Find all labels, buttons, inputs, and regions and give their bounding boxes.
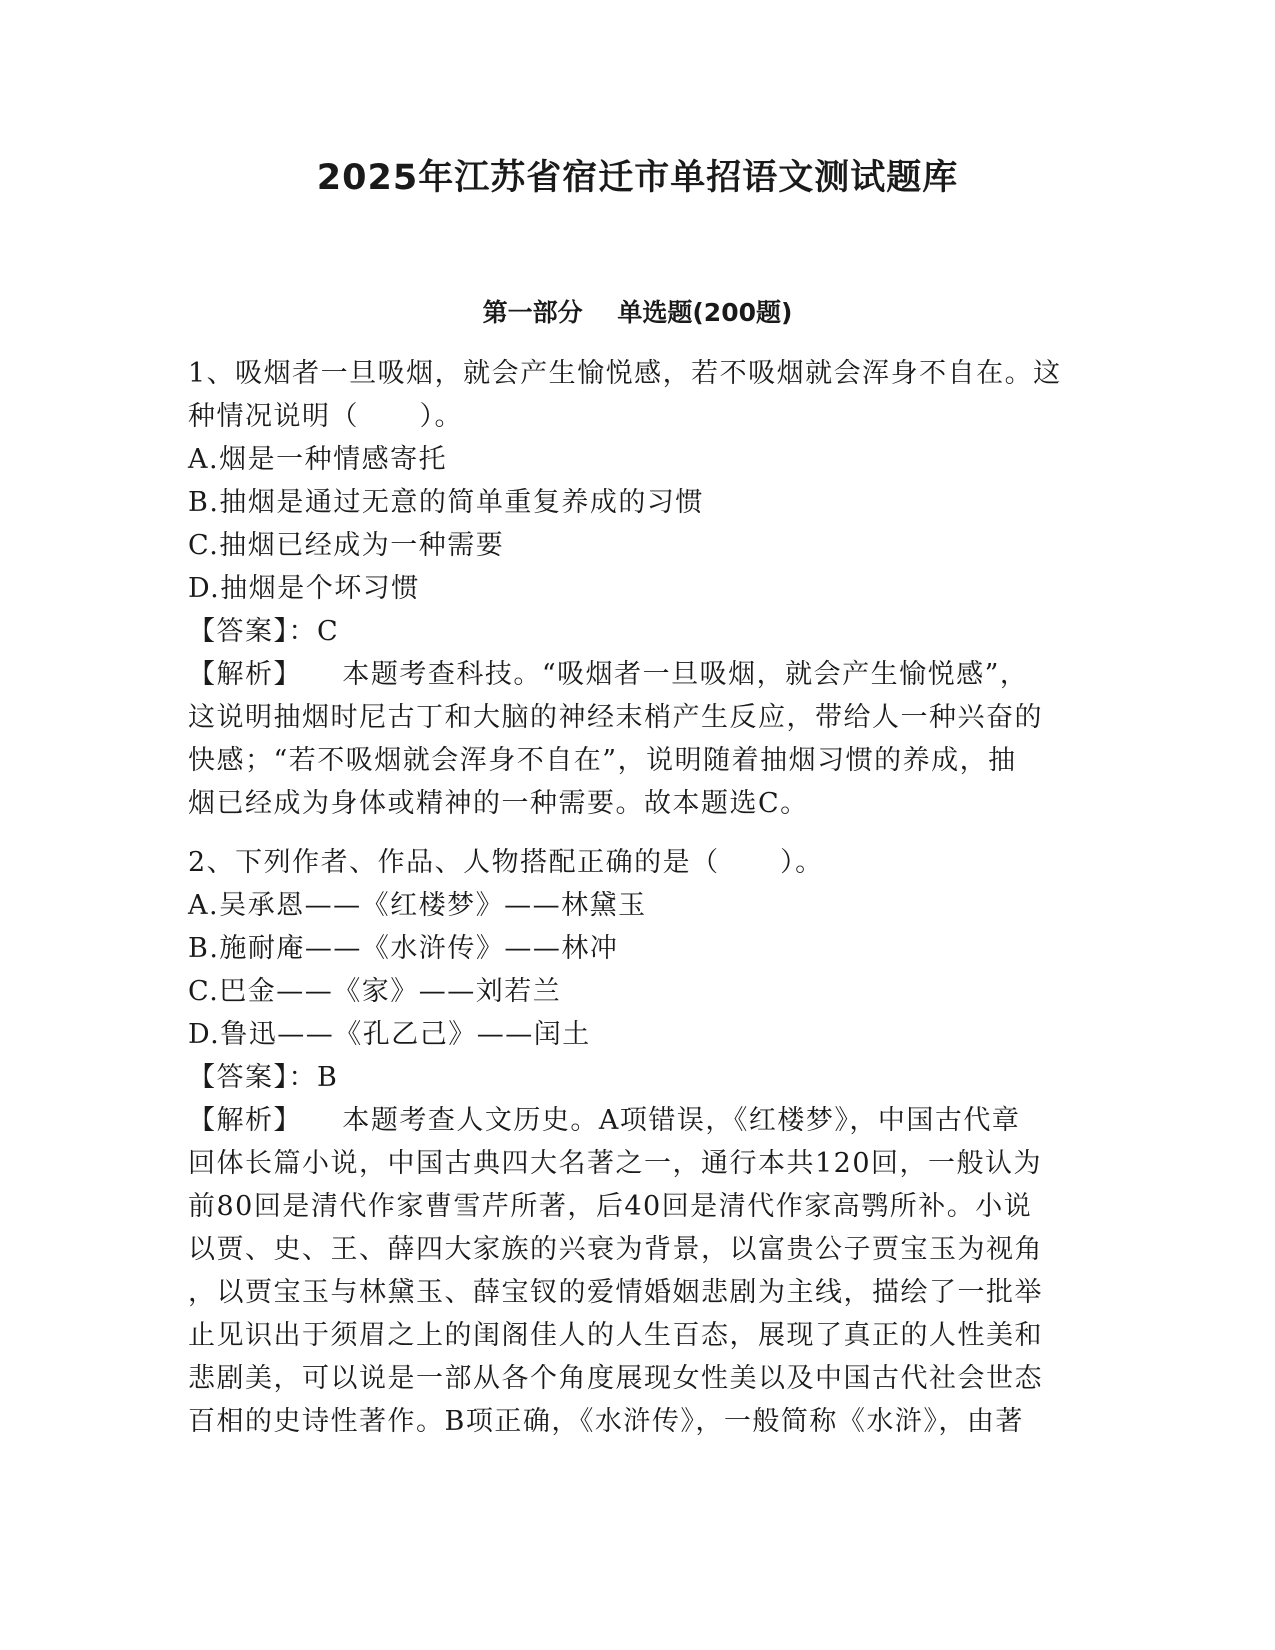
option-c: C.巴金——《家》——刘若兰 xyxy=(188,976,562,1007)
question-list xyxy=(188,352,1078,1443)
explanation-line: 以贾、史、王、薛四大家族的兴衰为背景，以富贵公子贾宝玉为视角 xyxy=(188,1234,1043,1265)
option-a: A.吴承恩——《红楼梦》——林黛玉 xyxy=(188,890,647,921)
option-c: C.抽烟已经成为一种需要 xyxy=(188,530,505,561)
explanation-line: 【解析】 本题考查人文历史。A项错误，《红楼梦》，中国古代章 xyxy=(188,1105,1021,1136)
option-a: A.烟是一种情感寄托 xyxy=(188,444,448,475)
explanation-line: ，以贾宝玉与林黛玉、薛宝钗的爱情婚姻悲剧为主线，描绘了一批举 xyxy=(188,1277,1043,1308)
explanation-line: 快感；“若不吸烟就会浑身不自在”，说明随着抽烟习惯的养成，抽 xyxy=(188,745,1017,776)
explanation-line: 悲剧美，可以说是一部从各个角度展现女性美以及中国古代社会世态 xyxy=(188,1363,1043,1394)
explanation-line: 【解析】 本题考查科技。“吸烟者一旦吸烟，就会产生愉悦感”， xyxy=(188,659,1029,690)
question-stem: 2、下列作者、作品、人物搭配正确的是（ ）。 xyxy=(188,847,824,878)
explanation-line: 前80回是清代作家曹雪芹所著，后40回是清代作家高鹗所补。小说 xyxy=(188,1191,1033,1222)
option-b: B.施耐庵——《水浒传》——林冲 xyxy=(188,933,619,964)
section-title: 第一部分 单选题(200题) xyxy=(482,298,793,327)
answer-line: 【答案】：B xyxy=(188,1062,339,1093)
question-stem: 1、吸烟者一旦吸烟，就会产生愉悦感，若不吸烟就会浑身不自在。这 xyxy=(188,358,1062,389)
option-d: D.抽烟是个坏习惯 xyxy=(188,573,420,604)
explanation-line: 烟已经成为身体或精神的一种需要。故本题选C。 xyxy=(188,788,809,819)
question-stem: 种情况说明（ ）。 xyxy=(188,401,463,432)
question-2 xyxy=(188,841,1078,1443)
option-d: D.鲁迅——《孔乙己》——闰土 xyxy=(188,1019,591,1050)
explanation-line: 百相的史诗性著作。B项正确，《水浒传》，一般简称《水浒》，由著 xyxy=(188,1406,1024,1437)
option-b: B.抽烟是通过无意的简单重复养成的习惯 xyxy=(188,487,704,518)
explanation-line: 止见识出于须眉之上的闺阁佳人的人生百态，展现了真正的人性美和 xyxy=(188,1320,1043,1351)
document-title: 2025年江苏省宿迁市单招语文测试题库 xyxy=(316,158,959,198)
explanation-line: 回体长篇小说，中国古典四大名著之一，通行本共120回，一般认为 xyxy=(188,1148,1043,1179)
explanation-line: 这说明抽烟时尼古丁和大脑的神经末梢产生反应，带给人一种兴奋的 xyxy=(188,702,1043,733)
question-1 xyxy=(188,352,1078,825)
answer-line: 【答案】：C xyxy=(188,616,340,647)
